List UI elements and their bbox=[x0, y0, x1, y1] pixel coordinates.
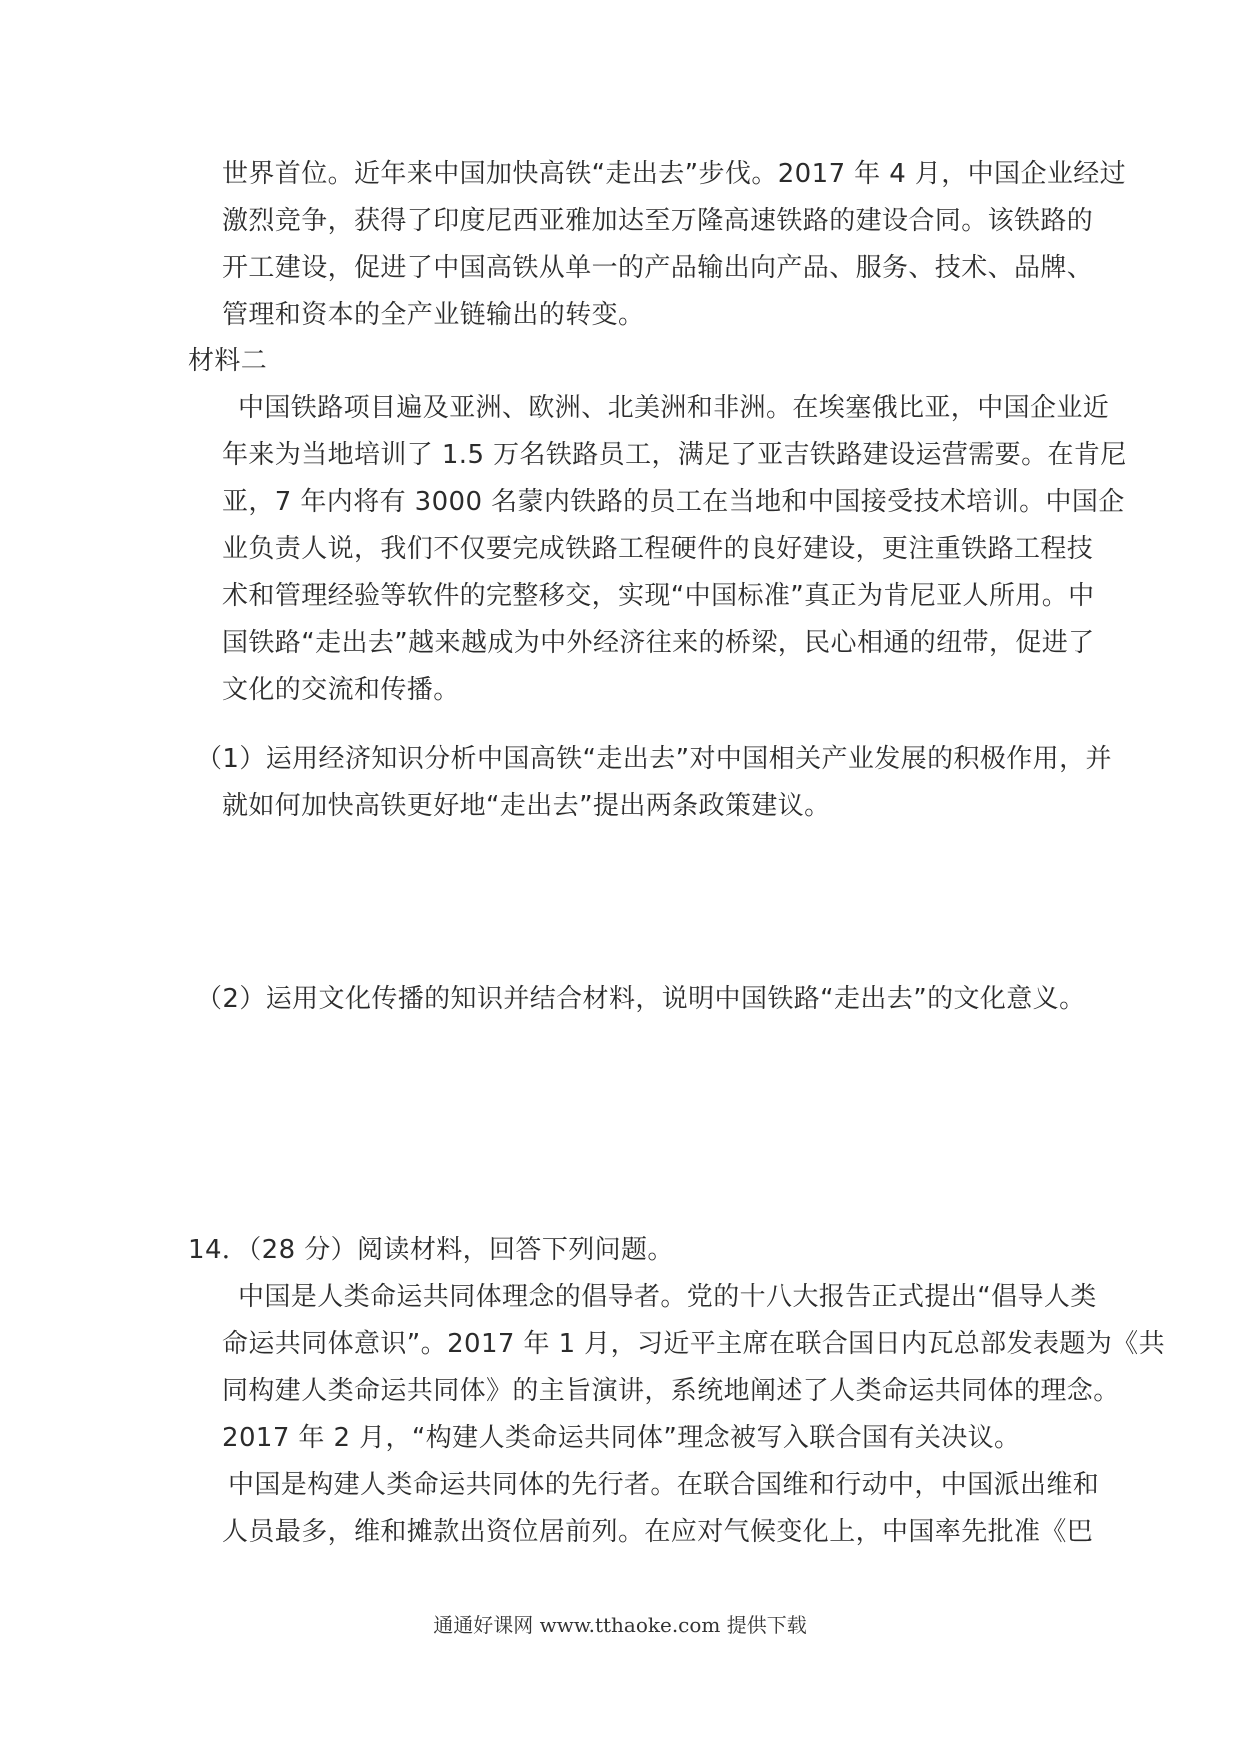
material-two-line-6: 国铁路“走出去”越来越成为中外经济往来的桥梁，民心相通的纽带，促进了 bbox=[222, 628, 1095, 658]
page-footer: 通通好课网 www.tthaoke.com 提供下载 bbox=[433, 1613, 807, 1637]
material-two-line-5: 术和管理经验等软件的完整移交，实现“中国标准”真正为肯尼亚人所用。中 bbox=[222, 581, 1095, 611]
question-14-heading: 14．（28 分）阅读材料，回答下列问题。 bbox=[188, 1235, 674, 1265]
material-one-line-2: 激烈竞争，获得了印度尼西亚雅加达至万隆高速铁路的建设合同。该铁路的 bbox=[222, 206, 1094, 236]
question-1-line-1: （1）运用经济知识分析中国高铁“走出去”对中国相关产业发展的积极作用，并 bbox=[196, 744, 1112, 774]
question-14-para1-line-2: 命运共同体意识”。2017 年 1 月，习近平主席在联合国日内瓦总部发表题为《共 bbox=[222, 1329, 1165, 1359]
material-two-line-3: 亚，7 年内将有 3000 名蒙内铁路的员工在当地和中国接受技术培训。中国企 bbox=[222, 487, 1125, 517]
question-2-text: （2）运用文化传播的知识并结合材料，说明中国铁路“走出去”的文化意义。 bbox=[196, 984, 1086, 1014]
material-one-line-1: 世界首位。近年来中国加快高铁“走出去”步伐。2017 年 4 月，中国企业经过 bbox=[222, 159, 1127, 189]
question-1-line-2: 就如何加快高铁更好地“走出去”提出两条政策建议。 bbox=[222, 791, 831, 821]
material-two-line-2: 年来为当地培训了 1.5 万名铁路员工，满足了亚吉铁路建设运营需要。在肯尼 bbox=[222, 440, 1127, 470]
material-two-line-4: 业负责人说，我们不仅要完成铁路工程硬件的良好建设，更注重铁路工程技 bbox=[222, 534, 1094, 564]
question-14-para2-line-1: 中国是构建人类命运共同体的先行者。在联合国维和行动中，中国派出维和 bbox=[228, 1470, 1100, 1500]
question-14-para1-line-4: 2017 年 2 月，“构建人类命运共同体”理念被写入联合国有关决议。 bbox=[222, 1423, 1021, 1453]
material-one-line-4: 管理和资本的全产业链输出的转变。 bbox=[222, 300, 645, 330]
question-14-para1-line-3: 同构建人类命运共同体》的主旨演讲，系统地阐述了人类命运共同体的理念。 bbox=[222, 1376, 1120, 1406]
material-one-line-3: 开工建设，促进了中国高铁从单一的产品输出向产品、服务、技术、品牌、 bbox=[222, 253, 1094, 283]
question-14-para2-line-2: 人员最多，维和摊款出资位居前列。在应对气候变化上，中国率先批准《巴 bbox=[222, 1517, 1094, 1547]
question-14-para1-line-1: 中国是人类命运共同体理念的倡导者。党的十八大报告正式提出“倡导人类 bbox=[238, 1282, 1097, 1312]
material-two-line-1: 中国铁路项目遍及亚洲、欧洲、北美洲和非洲。在埃塞俄比亚，中国企业近 bbox=[238, 393, 1110, 423]
material-two-heading: 材料二 bbox=[188, 346, 268, 376]
material-two-line-7: 文化的交流和传播。 bbox=[222, 675, 460, 705]
